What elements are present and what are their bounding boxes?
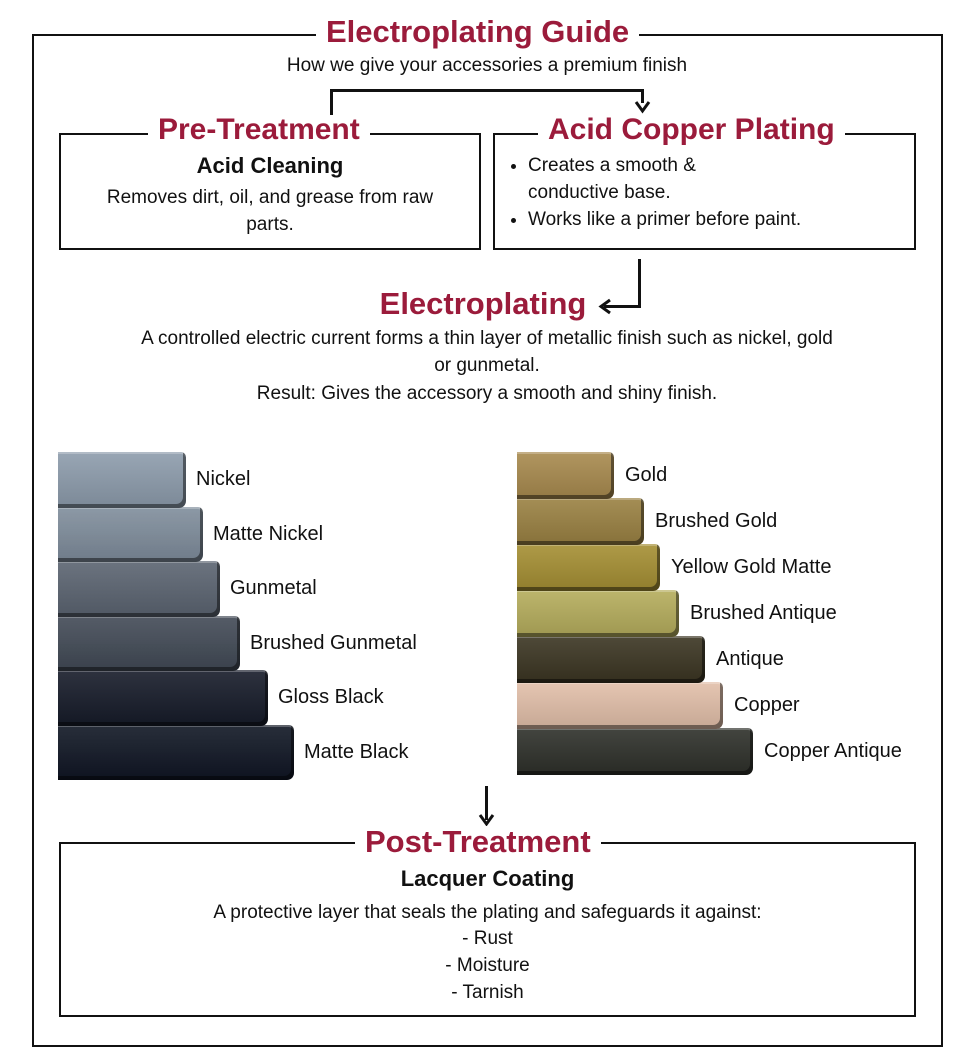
finish-label: Matte Black: [304, 740, 409, 763]
finish-swatch: [58, 616, 240, 672]
finish-label: Gunmetal: [230, 577, 317, 600]
pre-treatment-subtitle: Acid Cleaning: [196, 153, 344, 178]
finish-label: Gloss Black: [278, 686, 384, 709]
finish-swatch: [58, 561, 220, 617]
post-treatment-title: Post-Treatment: [355, 826, 601, 857]
post-treatment-subtitle: Lacquer Coating: [400, 866, 575, 891]
finish-label: Brushed Antique: [690, 602, 837, 624]
connector-top-horizontal: [330, 89, 644, 92]
post-treatment-item-tarnish: - Tarnish: [451, 982, 524, 1003]
pre-treatment-description: Removes dirt, oil, and grease from raw parts.: [106, 187, 434, 235]
connector-top-vertical-left: [330, 89, 333, 116]
electroplating-description: A controlled electric current forms a thin layer of metallic finish such as nickel, gold or gunmetal.: [141, 328, 833, 376]
finish-label: Brushed Gold: [655, 510, 778, 532]
arrow-left-icon: [598, 298, 612, 315]
finish-swatch: [517, 590, 679, 637]
connector-mid-vertical: [638, 259, 641, 308]
finish-swatch: [517, 728, 753, 775]
acid-copper-box: [493, 133, 916, 250]
finish-label: Matte Nickel: [213, 522, 324, 545]
finish-label: Yellow Gold Matte: [671, 556, 832, 578]
post-treatment-description: A protective layer that seals the plating and safeguards it against:: [213, 902, 762, 923]
finish-swatch: [517, 498, 644, 545]
finish-label: Antique: [716, 648, 784, 670]
acid-copper-title: Acid Copper Plating: [538, 115, 845, 145]
finish-label: Copper Antique: [764, 740, 902, 762]
electroplating-title: Electroplating: [379, 286, 587, 321]
post-treatment-item-rust: - Rust: [462, 928, 513, 949]
finish-swatch: [517, 636, 705, 683]
electroplating-result: Result: Gives the accessory a smooth and shiny finish.: [256, 383, 718, 404]
finish-swatch: [58, 452, 186, 508]
finish-swatch: [58, 507, 203, 563]
post-treatment-item-moisture: - Moisture: [445, 955, 530, 976]
finish-swatch: [517, 452, 614, 499]
pre-treatment-box: [59, 133, 481, 250]
finish-label: Brushed Gunmetal: [250, 631, 417, 654]
page-title: Electroplating Guide: [316, 16, 639, 47]
finish-swatch: [58, 725, 294, 781]
finish-swatch: [58, 670, 268, 726]
arrow-down-icon: [634, 100, 651, 114]
acid-copper-bullets: [498, 152, 894, 233]
page-subtitle: How we give your accessories a premium finish: [286, 55, 688, 76]
post-treatment-box: [59, 842, 916, 1017]
acid-copper-bullet-2: • Works like a primer before paint.: [528, 206, 894, 233]
finish-swatch: [517, 544, 660, 591]
acid-copper-bullet-1: • Creates a smooth & conductive base.: [528, 152, 748, 206]
finish-label: Copper: [734, 694, 800, 716]
finish-swatch: [517, 682, 723, 729]
finish-label: Gold: [625, 464, 668, 486]
finish-label: Nickel: [196, 468, 251, 491]
pre-treatment-title: Pre-Treatment: [148, 115, 370, 145]
